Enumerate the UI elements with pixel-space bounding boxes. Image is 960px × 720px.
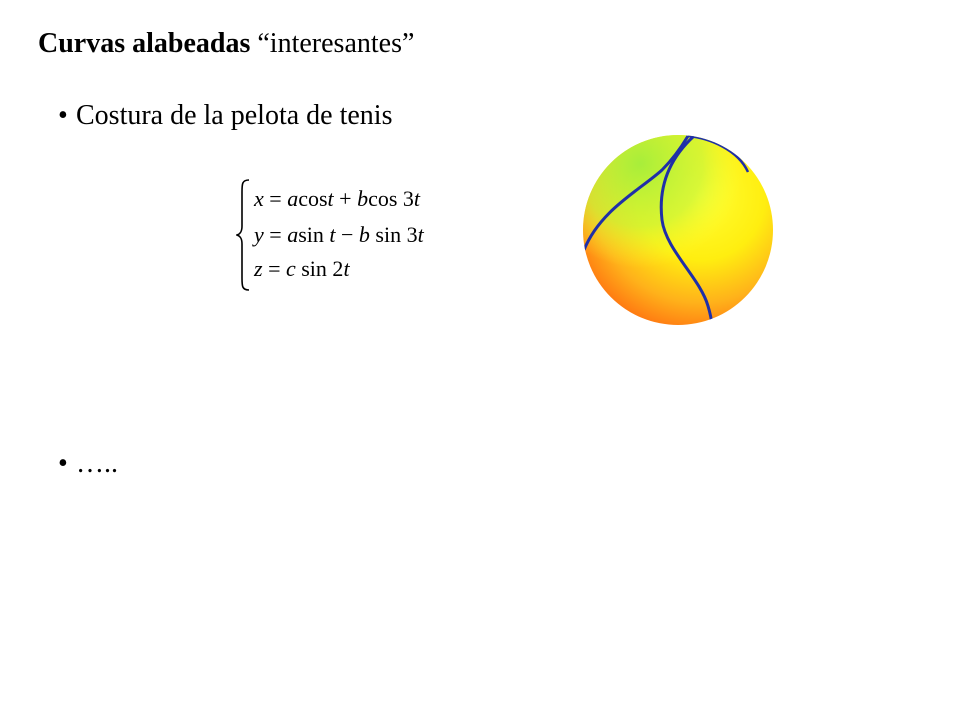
plus-sign: + — [333, 186, 358, 211]
tennis-ball-image — [570, 128, 790, 333]
bullet-text: Costura de la pelota de tenis — [76, 100, 393, 131]
var-x: x — [254, 186, 264, 211]
equation-y — [254, 220, 424, 250]
fn-cos3: cos 3 — [368, 186, 414, 211]
parametric-equations — [236, 176, 456, 294]
var-y: y — [254, 222, 264, 247]
fn-sin: sin — [298, 222, 330, 247]
var-t: t — [329, 222, 336, 247]
equals-sign: = — [263, 222, 288, 247]
fn-cos: cos — [298, 186, 328, 211]
var-t: t — [417, 222, 424, 247]
slide-title — [38, 24, 414, 64]
var-t: t — [343, 256, 350, 281]
fn-sin3: sin 3 — [369, 222, 418, 247]
equals-sign: = — [263, 186, 288, 211]
minus-sign: − — [335, 222, 359, 247]
param-c: c — [285, 256, 296, 281]
bullet-item — [58, 96, 392, 136]
bullet-dot: • — [58, 100, 68, 131]
var-t: t — [413, 186, 421, 211]
left-brace — [236, 178, 252, 292]
bullet-item — [58, 444, 118, 484]
bullet-dot: • — [58, 448, 68, 479]
equation-x — [254, 184, 420, 214]
slide-title-rest: “interesantes” — [250, 28, 415, 59]
var-t: t — [327, 186, 334, 211]
slide-title-bold: Curvas alabeadas — [38, 28, 251, 59]
equation-z — [254, 254, 350, 284]
param-a: a — [287, 222, 299, 247]
bullet-text: ….. — [76, 448, 118, 479]
equals-sign: = — [262, 256, 286, 281]
param-a: a — [287, 186, 299, 211]
param-b: b — [358, 222, 370, 247]
var-z: z — [254, 256, 263, 281]
param-b: b — [357, 186, 369, 211]
fn-sin2: sin 2 — [295, 256, 344, 281]
